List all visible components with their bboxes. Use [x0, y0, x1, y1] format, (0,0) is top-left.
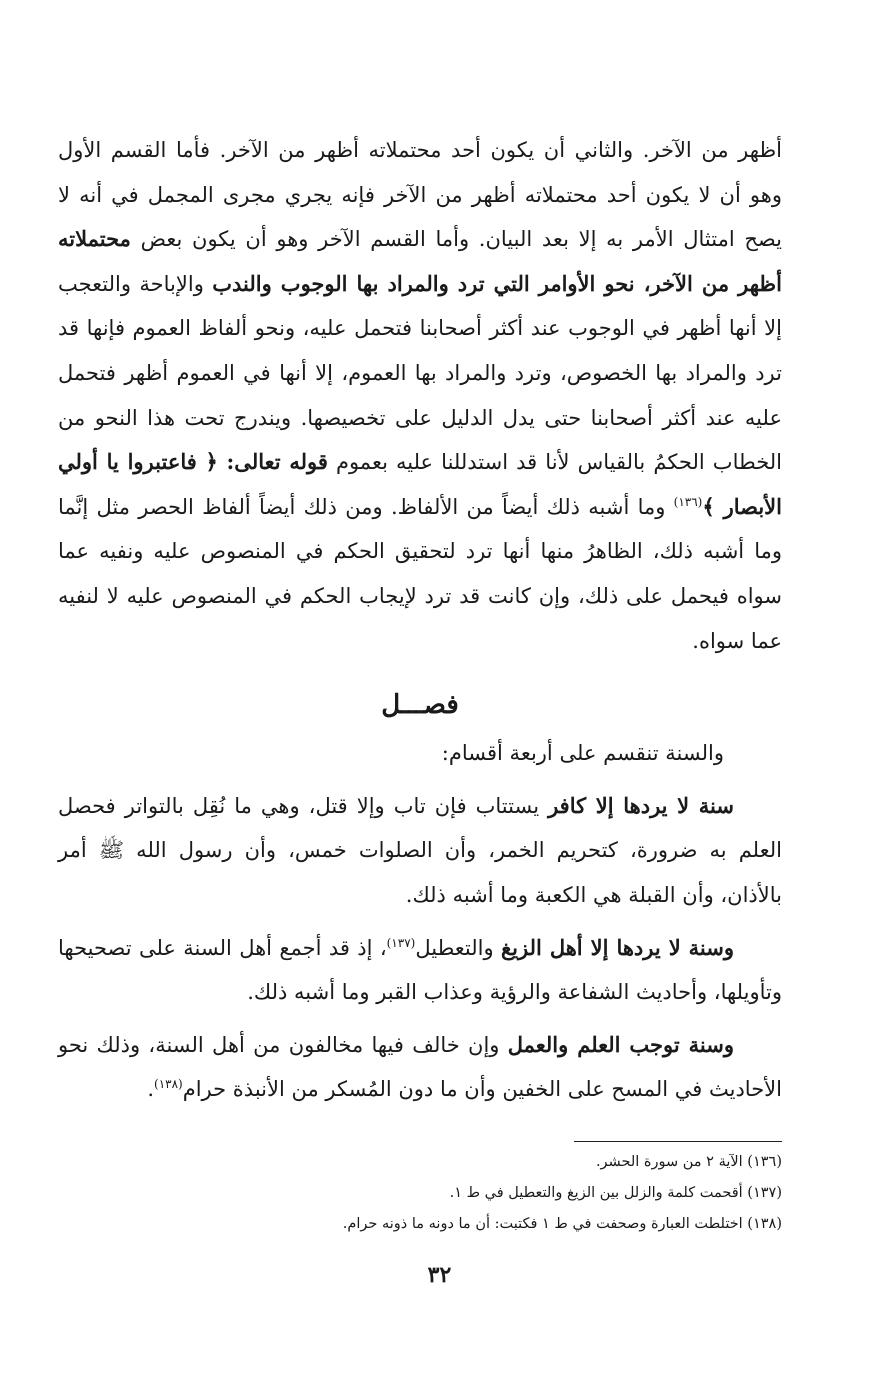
line: والإباحة والتعجب إلا أنها أظهر في الوجوب عند أكثر أصحابنا فتحمل عليه، ونحو	[58, 271, 782, 341]
footnote-136: (١٣٦) الآية ٢ من سورة الحشر.	[595, 1154, 782, 1170]
footnote-ref-138[interactable]: (١٣٨)	[154, 1077, 183, 1092]
bold-phrase: سنة لا يردها إلا كافر	[548, 792, 734, 818]
intro-line: والسنة تنقسم على أربعة أقسام:	[441, 741, 724, 766]
text: .	[147, 1077, 154, 1102]
footnote-ref-137[interactable]: (١٣٧)	[386, 935, 416, 950]
line: وهو أن لا يكون أحد محتملاته أظهر من الآخر فإنه يجري مجرى المجمل في أنه	[79, 182, 782, 207]
line: لا يصح امتثال الأمر به إلا بعد البيان. وأما القسم الآخر وهو أن يكون بعض	[58, 182, 782, 252]
text: ، إذ قد أجمع أهل السنة على تصحيحها وتأويلها، وأحاديث الشفاعة والرؤية وعذاب القبر وما أشبه ذلك.	[58, 935, 782, 1005]
line: ألفاظ العموم فإنها قد ترد والمراد بها الخصوص، وترد والمراد بها العموم، إلا أنها	[58, 316, 782, 385]
paragraph-2: ومن ذلك أيضاً ألفاظ الحصر مثل إنَّما وما أشبه ذلك، الظاهرُ منها أنها ترد لتحقيق الحكم في المنصوص عليه ونفيه عما سواه فيحمل على ذلك، وإن كانت قد ترد لإيجاب الحكم في المنصوص عليه لا لنفيه عما سواه.	[58, 494, 782, 653]
footnote-138: (١٣٨) اختلطت العبارة وصحفت في ط ١ فكتبت: أن ما دونه ما ذونه حرام.	[342, 1216, 782, 1232]
paragraph-1	[58, 128, 782, 663]
line: في العموم أظهر فتحمل عليه عند أكثر أصحابنا حتى يدل الدليل على تخصيصها.	[58, 360, 783, 430]
page-body	[58, 128, 782, 1112]
section-heading: فصـــل	[381, 690, 459, 721]
bold-phrase: وسنة لا يردها إلا أهل الزيغ	[501, 934, 734, 960]
footnote-137: (١٣٧) أقحمت كلمة والزلل بين الزيغ والتعطيل في ط ١.	[449, 1185, 782, 1201]
bold-phrase: وسنة توجب العلم والعمل	[507, 1031, 734, 1057]
line: ويندرج تحت هذا النحو من الخطاب الحكمُ بالقياس لأنا قد استدللنا عليه بعموم	[58, 405, 782, 475]
sunnah-type-1	[58, 784, 782, 918]
text: وإن خالف فيها مخالفون من أهل السنة، وذلك نحو الأحاديث في المسح على الخفين وأن ما دون المُسكر من الأنبذة حرام	[58, 1032, 782, 1102]
line: محتملاته أظهر من الآخر، نحو الأوامر التي ترد والمراد بها الوجوب والندب	[58, 226, 782, 296]
quran-intro: قوله تعالى:	[217, 449, 328, 475]
text: يستتاب فإن تاب وإلا قتل، وهي ما نُقِل بالتواتر فحصل العلم به ضرورة، كتحريم الخمر، وأن الصلوات خمس، وأن رسول الله ﷺ أمر بالأذان، وأن القبلة هي الكعبة وما أشبه ذلك.	[58, 793, 782, 907]
sunnah-type-3	[58, 1023, 782, 1112]
line: أظهر من الآخر. والثاني أن يكون أحد محتملاته أظهر من الآخر. فأما القسم الأول	[58, 138, 782, 162]
footnotes	[58, 1147, 782, 1240]
footnote-ref-136[interactable]: (١٣٦)	[673, 494, 703, 509]
footnote-divider	[574, 1141, 782, 1142]
text: وما أشبه ذلك أيضاً من الألفاظ.	[390, 494, 674, 519]
sunnah-type-2	[58, 926, 782, 1015]
page-number: ٣٢	[427, 1262, 452, 1288]
text: والتعطيل	[415, 935, 501, 960]
quran-verse: ﴿ فاعتبروا يا أولي الأبصار ﴾	[58, 449, 782, 519]
